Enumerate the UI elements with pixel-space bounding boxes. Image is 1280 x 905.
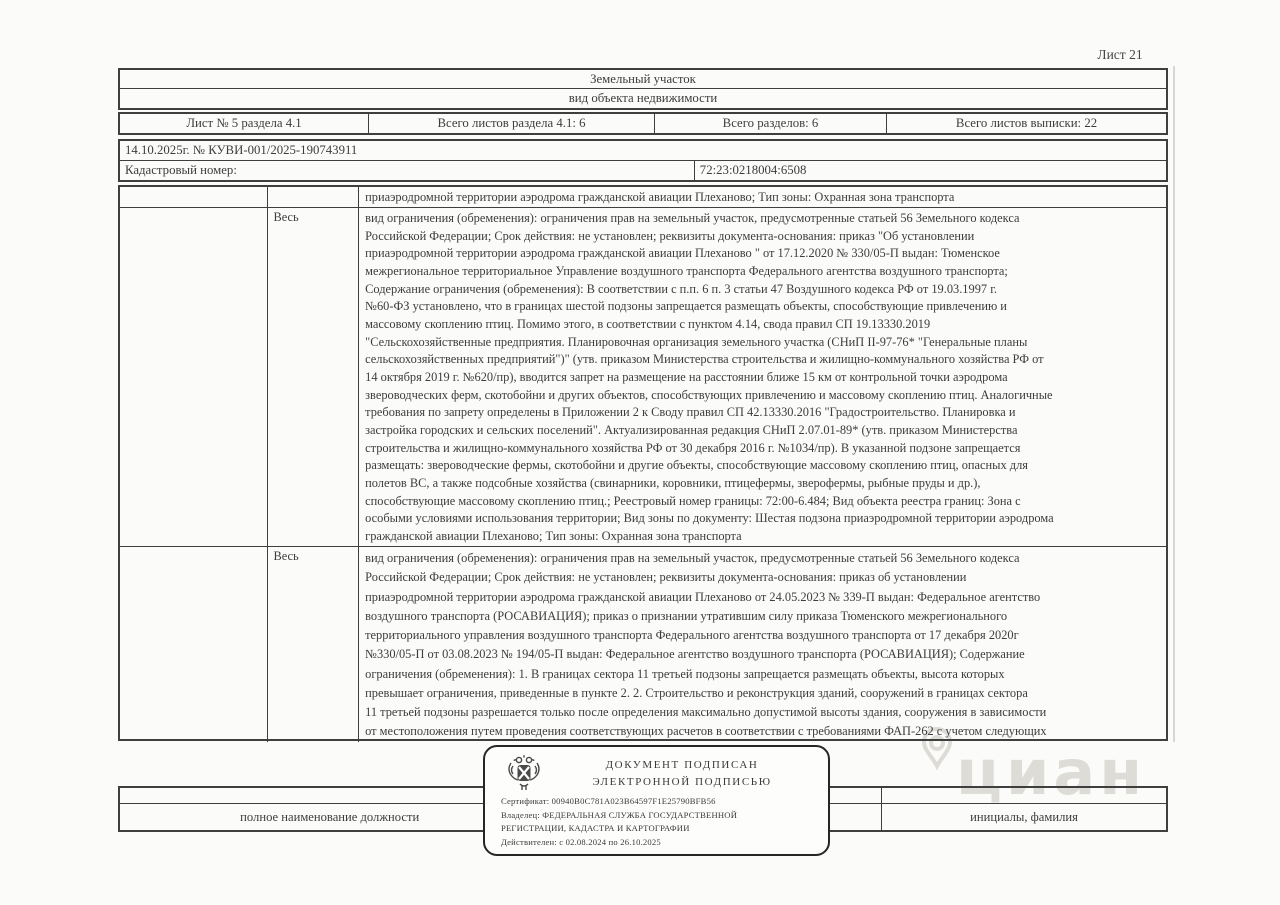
- restrictions-table: [118, 185, 1168, 741]
- cadastral-number-row: [120, 161, 1166, 181]
- object-type-row: [120, 70, 1166, 89]
- text-line: приаэродромной территории аэродрома гражданской авиации Плеханово " от 17.12.2020 № 330/05-П выдан: Тюменское: [365, 246, 1000, 261]
- text-line: межрегиональное территориальное Управление воздушного транспорта Федерального агентства воздушного транспорта;: [365, 263, 1008, 278]
- stamp-details: [501, 795, 816, 849]
- initials-surname-label: инициалы, фамилия: [970, 809, 1078, 824]
- text-line: воздушного транспорта (РОСАВИАЦИЯ); приказ о признании утратившим силу приказа Тюменского межрегионального: [365, 608, 1008, 623]
- text-line: Российской Федерации; Срок действия: не установлен; реквизиты документа-основания: приказ "Об установлении: [365, 228, 975, 243]
- text-line: полетов ВС, а также подсобные хозяйства (свинарники, коровники, птицефермы, зверофермы, рыбные пруды и др.),: [365, 475, 981, 490]
- scope-cell: Весь: [268, 547, 359, 742]
- total-sheets-of-section-cell: Всего листов раздела 4.1: 6: [369, 114, 655, 133]
- text-line: №60-ФЗ установлено, что в границах шестой подзоны запрещается размещать объекты, способствующие привлечению и: [365, 299, 1007, 314]
- title-table: [118, 68, 1168, 110]
- table-row: [120, 208, 1166, 547]
- text-line: от местоположения путем проведения соответствующих расчетов в соответствии с требованиями ФАП-262 с учетом следующих: [365, 724, 1047, 739]
- object-type-caption-row: [120, 89, 1166, 108]
- sheet-number-label: Лист 21: [1097, 47, 1143, 62]
- stamp-title: [551, 757, 813, 790]
- total-sections-cell: Всего разделов: 6: [655, 114, 887, 133]
- text-line: размещать: звероводческие фермы, скотобойни и другие объекты, способствующие массовому скоплению птиц, опасных для: [365, 458, 1028, 473]
- watermark-text: циан: [956, 736, 1147, 809]
- text-line: застройка городских и сельских поселений". Актуализированная редакция СНиП 2.07.01-89* (утв. приказом Министерства: [365, 422, 1018, 437]
- cadastral-number-label: Кадастровый номер:: [120, 161, 695, 181]
- stamp-title-line1: ДОКУМЕНТ ПОДПИСАН: [605, 759, 759, 771]
- text-line: вид ограничения (обременения): ограничения прав на земельный участок, предусмотренные статьей 56 Земельного кодекса: [365, 211, 1020, 225]
- object-type-caption: вид объекта недвижимости: [568, 91, 718, 105]
- text-line: ограничения (обременения): 1. В границах сектора 11 третьей подзоны запрещается размещать объекты, высота которых: [365, 666, 1005, 681]
- text-line: Содержание ограничения (обременения): В соответствии с п.п. 6 п. 3 статьи 47 Воздушного кодекса РФ от 19.03.1997 г.: [365, 281, 997, 296]
- sheets-meta-table: [118, 112, 1168, 135]
- text-line: звероводческих ферм, скотобойни и других объектов, способствующих привлечению и массовому скоплению птиц. Аналогичные: [365, 387, 1053, 402]
- text-line: строительства и жилищно-коммунального хозяйства РФ от 30 декабря 2016 г. №1034/пр). В указанной подзоне запрещается: [365, 440, 1021, 455]
- text-line: массовому скоплению птиц. Помимо этого, в соответствии с пунктом 4.14, свода правил СП 19.13330.2019: [365, 316, 931, 331]
- table-row: [120, 547, 1166, 742]
- electronic-signature-stamp: [483, 745, 830, 856]
- text-line: Российской Федерации; Срок действия: не установлен; реквизиты документа-основания: приказ об установлении: [365, 570, 967, 585]
- text-line: 11 третьей подзоны разрешается только после определения максимально допустимой высоты здания, сооружения в зависимости: [365, 705, 1047, 719]
- object-type-value: Земельный участок: [590, 71, 696, 86]
- scope-cell: [268, 187, 359, 207]
- empty-cell: [120, 187, 268, 207]
- empty-cell: [120, 208, 268, 546]
- text-line: гражданской авиации Плеханово; Тип зоны: Охранная зона транспорта: [365, 528, 742, 543]
- empty-cell: [120, 788, 540, 803]
- text-line: приаэродромной территории аэродрома гражданской авиации Плеханово от 24.05.2023 № 339-П выдан: Федеральное агентство: [365, 589, 1041, 604]
- empty-cell: [120, 547, 268, 742]
- cadastral-number-value: 72:23:0218004:6508: [699, 162, 807, 177]
- text-line: способствующие массовому скоплению птиц.; Реестровый номер границы: 72:00-6.484; Вид объекта реестра границ: Зона с: [365, 493, 1021, 508]
- restriction-text-cell: [359, 547, 1166, 742]
- position-name-label: полное наименование должности: [120, 804, 540, 831]
- text-line: вид ограничения (обременения): ограничения прав на земельный участок, предусмотренные статьей 56 Земельного кодекса: [365, 551, 1020, 565]
- text-line: территориального управления воздушного транспорта Федерального агентства воздушного транспорта от 17 декабря 2020г: [365, 628, 1019, 642]
- total-sheets-cell: Всего листов выписки: 22: [955, 116, 1098, 130]
- date-number-value: 14.10.2025г. № КУВИ-001/2025-190743911: [125, 142, 358, 157]
- stamp-owner-line2: РЕГИСТРАЦИИ, КАДАСТРА И КАРТОГРАФИИ: [501, 823, 690, 833]
- stamp-certificate-line: Сертификат: 00940B0C781A023B64597F1E25790BFB56: [501, 796, 716, 806]
- restriction-text-cell: [359, 187, 1166, 207]
- text-line: сельскохозяйственных предприятий")" (утв. приказом Министерства строительства и жилищно-коммунального хозяйства РФ от: [365, 352, 1044, 367]
- date-number-row: [120, 141, 1166, 161]
- text-line: 14 октября 2019 г. №620/пр), вводится запрет на размещение на расстоянии ближе 15 км от контрольной точки аэродрома: [365, 369, 1008, 384]
- text-line: особыми условиями использования территории; Вид зоны по документу: Шестая подзона приаэродромной территории аэродрома: [365, 511, 1054, 526]
- document-info-table: [118, 139, 1168, 182]
- rosreestr-eagle-icon: [505, 753, 543, 798]
- text-line: "Сельскохозяйственные предприятия. Планировочная организация земельного участка (СНиП II-97-76* "Генеральные планы: [365, 334, 1028, 349]
- text-line: приаэродромной территории аэродрома гражданской авиации Плеханово; Тип зоны: Охранная зона транспорта: [365, 190, 955, 204]
- text-line: превышает ограничения, приведенные в пункте 2. 2. Строительство и реконструкция зданий, сооружений в границах сектора: [365, 685, 1028, 700]
- sheet-of-section-cell: Лист № 5 раздела 4.1: [120, 114, 369, 133]
- scan-edge-line: [1173, 66, 1175, 742]
- stamp-owner-line1: Владелец: ФЕДЕРАЛЬНАЯ СЛУЖБА ГОСУДАРСТВЕННОЙ: [501, 809, 738, 820]
- empty-cell: [882, 788, 1166, 803]
- text-line: требования по запрету определены в Приложении 2 к Своду правил СП 42.13330.2016 "Градостроительство. Планировка и: [365, 405, 1016, 420]
- restriction-text-cell: [359, 208, 1166, 546]
- stamp-title-line2: ЭЛЕКТРОННОЙ ПОДПИСЬЮ: [592, 775, 772, 788]
- table-row: [120, 187, 1166, 208]
- stamp-validity-line: Действителен: с 02.08.2024 по 26.10.2025: [501, 836, 661, 847]
- scope-cell: Весь: [268, 208, 359, 546]
- text-line: №330/05-П от 03.08.2023 № 194/05-П выдан: Федеральное агентство воздушного транспорта (РОСАВИАЦИЯ); Содержание: [365, 647, 1025, 662]
